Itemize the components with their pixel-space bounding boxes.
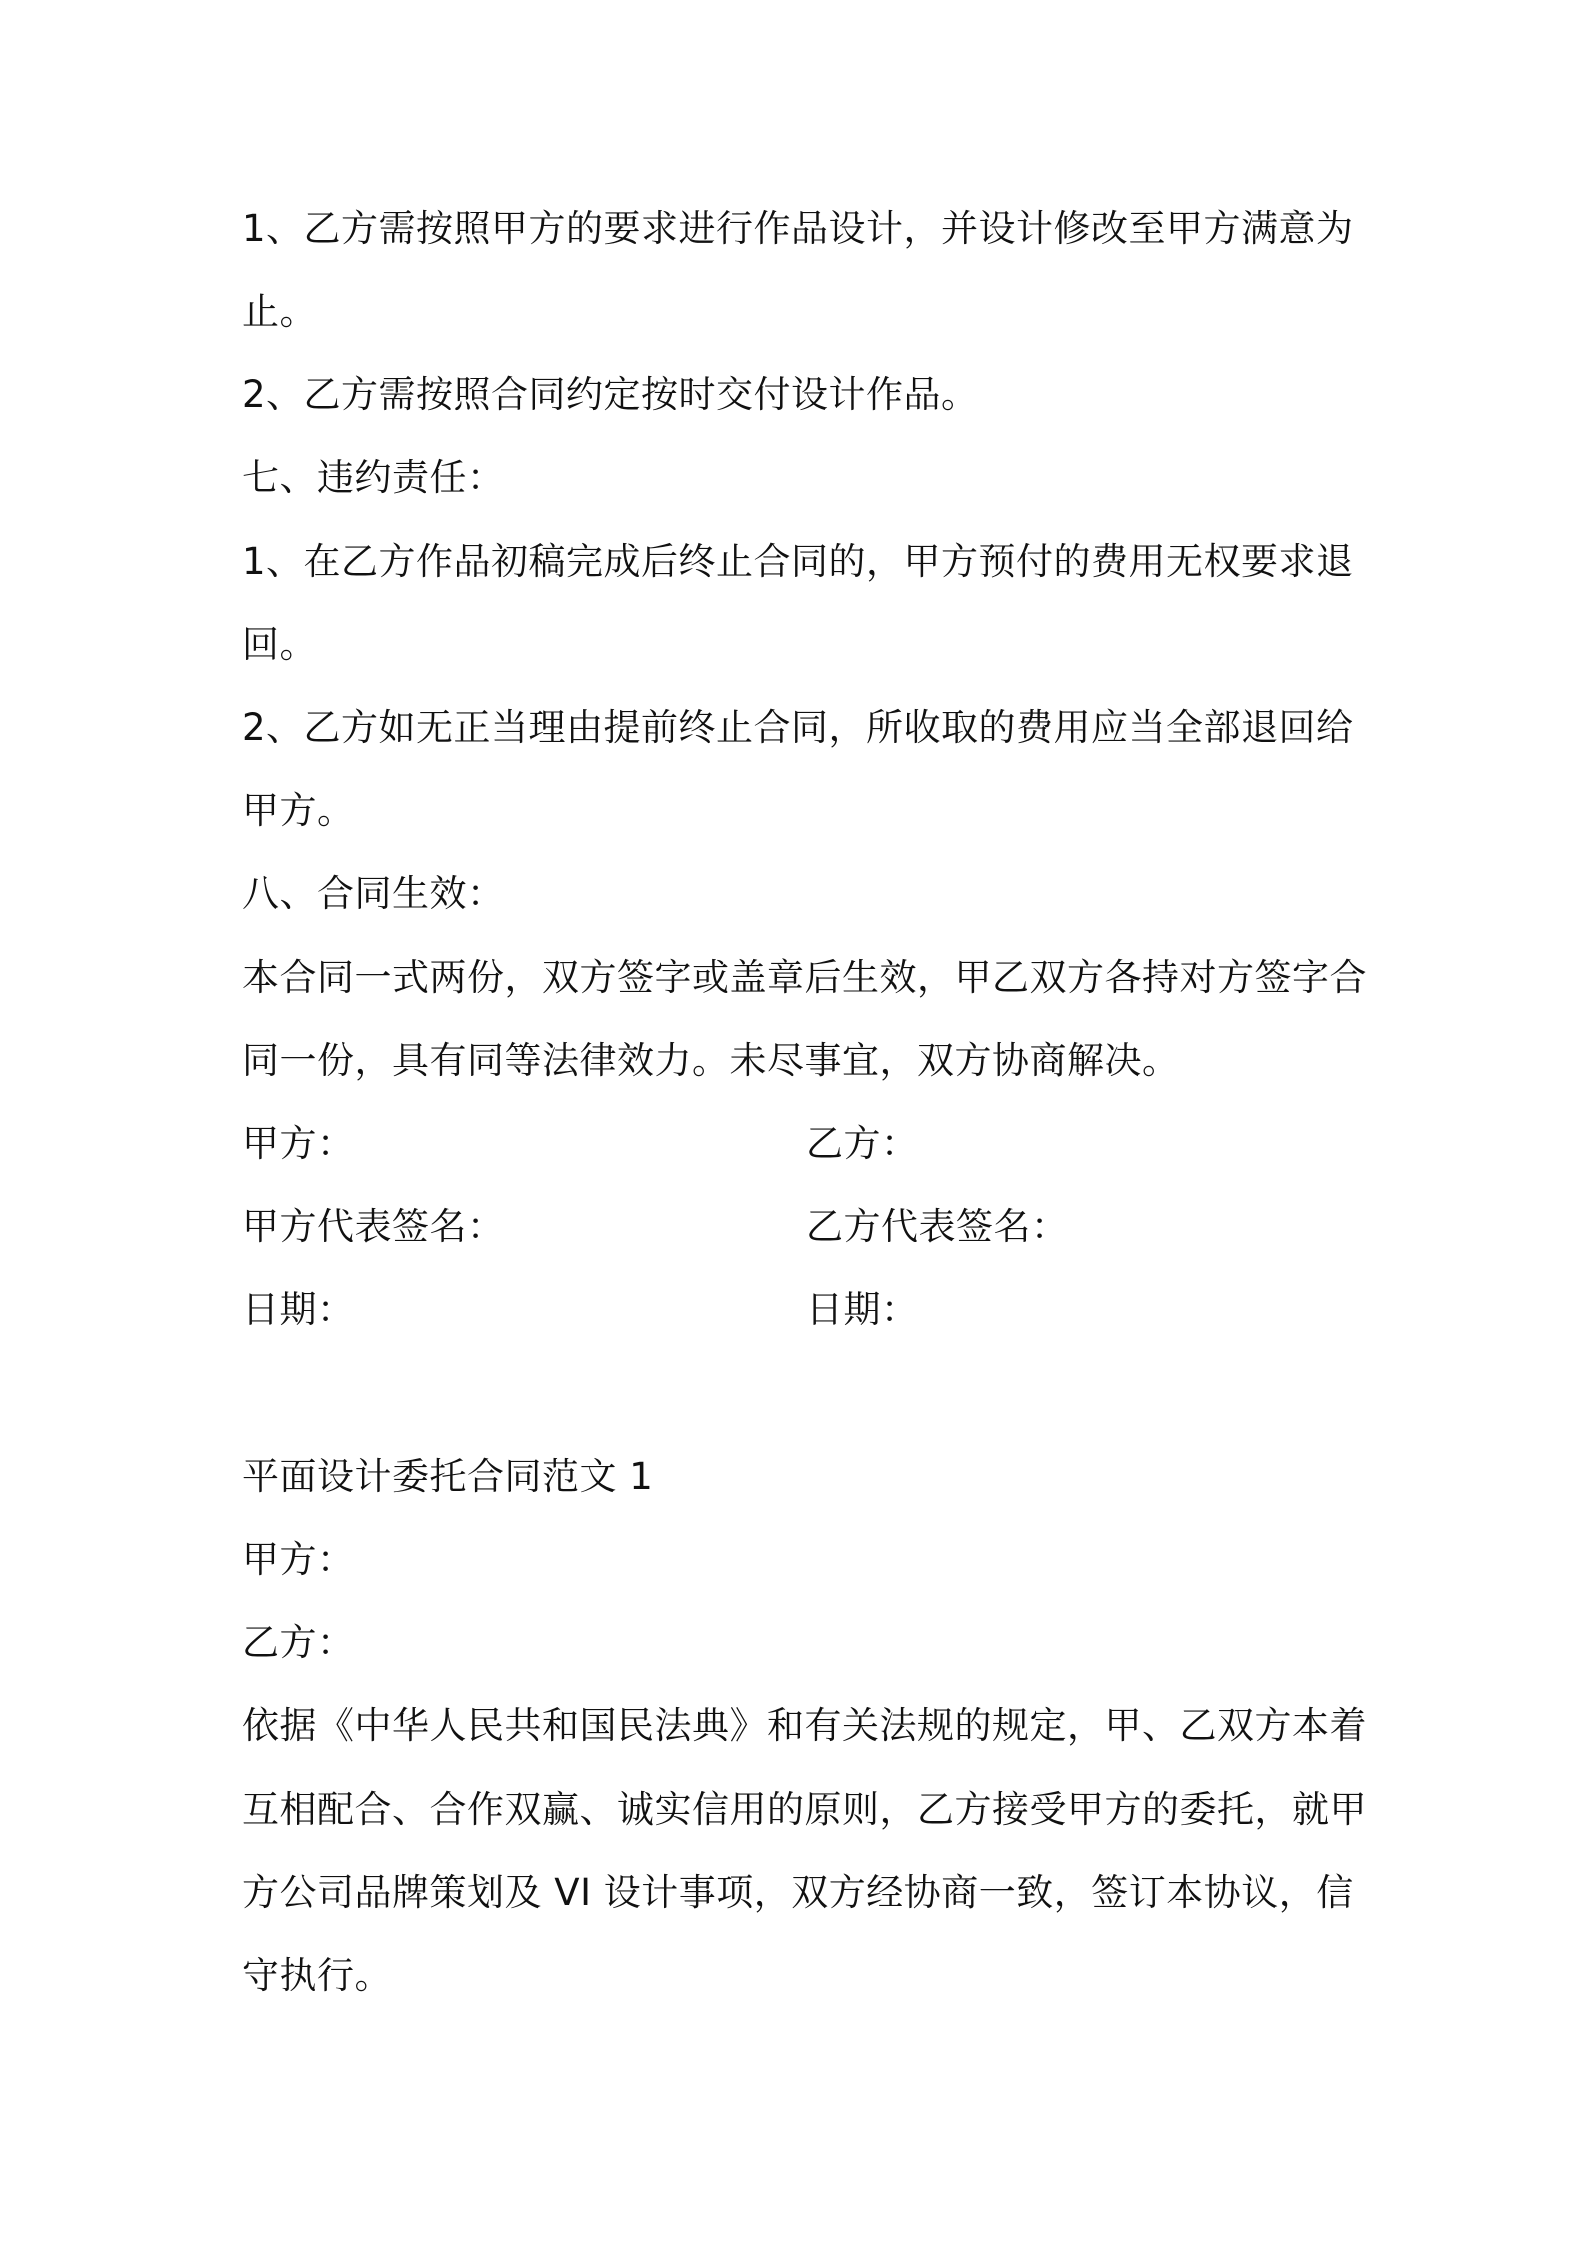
section6-item2: 2、乙方需按照合同约定按时交付设计作品。 xyxy=(242,373,979,416)
signature-date-a: 日期： xyxy=(242,1288,355,1331)
section7-item1-line2: 回。 xyxy=(242,623,317,666)
intro-line2: 互相配合、合作双赢、诚实信用的原则，乙方接受甲方的委托，就甲 xyxy=(242,1788,1367,1831)
signature-party-b: 乙方： xyxy=(806,1122,919,1165)
section6-item1-line2: 止。 xyxy=(242,290,317,333)
intro-line4: 守执行。 xyxy=(242,1954,392,1997)
section7-item2-line1: 2、乙方如无正当理由提前终止合同，所收取的费用应当全部退回给 xyxy=(242,706,1354,749)
section7-item2-line2: 甲方。 xyxy=(242,789,355,832)
new-doc-party-a: 甲方： xyxy=(242,1538,355,1581)
new-doc-party-b: 乙方： xyxy=(242,1621,355,1664)
section8-para-line1: 本合同一式两份，双方签字或盖章后生效，甲乙双方各持对方签字合 xyxy=(242,956,1367,999)
section7-item1-line1: 1、在乙方作品初稿完成后终止合同的，甲方预付的费用无权要求退 xyxy=(242,540,1354,583)
section8-heading: 八、合同生效： xyxy=(242,872,505,915)
section7-heading: 七、违约责任： xyxy=(242,456,505,499)
signature-party-a: 甲方： xyxy=(242,1122,355,1165)
intro-line1: 依据《中华人民共和国民法典》和有关法规的规定，甲、乙双方本着 xyxy=(242,1704,1367,1747)
section8-para-line2: 同一份，具有同等法律效力。未尽事宜，双方协商解决。 xyxy=(242,1039,1180,1082)
section6-item1-line1: 1、乙方需按照甲方的要求进行作品设计，并设计修改至甲方满意为 xyxy=(242,207,1354,250)
signature-date-b: 日期： xyxy=(806,1288,919,1331)
new-doc-title: 平面设计委托合同范文 1 xyxy=(242,1455,654,1498)
signature-party-a-rep: 甲方代表签名： xyxy=(242,1205,505,1248)
signature-party-b-rep: 乙方代表签名： xyxy=(806,1205,1069,1248)
intro-line3: 方公司品牌策划及 VI 设计事项，双方经协商一致，签订本协议，信 xyxy=(242,1871,1354,1914)
